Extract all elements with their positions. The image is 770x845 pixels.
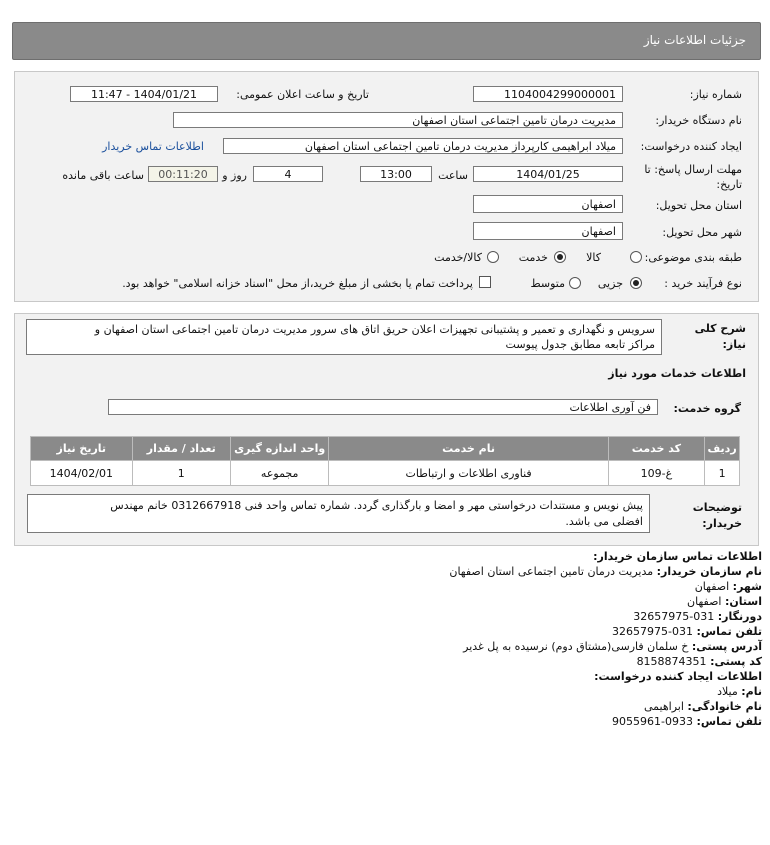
category-service-radio[interactable] — [554, 251, 566, 263]
days-label: روز و — [222, 169, 247, 182]
contact-fax-label: دورنگار: — [717, 610, 762, 623]
payment-note: پرداخت تمام یا بخشی از مبلغ خرید،از محل "اسناد خزانه اسلامی" خواهد بود. — [122, 277, 473, 290]
need-number-field: 1104004299000001 — [473, 86, 623, 102]
table-header-row — [31, 437, 740, 461]
province-label: استان محل تحویل: — [655, 199, 742, 212]
category-service-label: خدمت — [518, 251, 548, 264]
deadline-label-date: تاریخ: — [716, 178, 742, 191]
cell-code: غ-109 — [608, 461, 704, 486]
col-unit: واحد اندازه گیری — [230, 437, 329, 461]
creator-field: میلاد ابراهیمی کارپرداز مدیریت درمان تامین اجتماعی استان اصفهان — [223, 138, 623, 154]
contact-phone: 031-32657975 — [612, 625, 694, 638]
services-heading: اطلاعات خدمات مورد نیاز — [608, 367, 746, 380]
creator-label: ایجاد کننده درخواست: — [640, 140, 742, 153]
category-goods-service-radio[interactable] — [487, 251, 499, 263]
need-number-label: شماره نیاز: — [689, 88, 742, 101]
buyer-notes-label-2: خریدار: — [702, 517, 742, 530]
service-group-field: فن آوری اطلاعات — [108, 399, 658, 415]
buyer-notes-line-2: افضلی می باشد. — [565, 515, 643, 528]
cell-name: فناوری اطلاعات و ارتباطات — [329, 461, 608, 486]
announce-label: تاریخ و ساعت اعلان عمومی: — [236, 88, 369, 101]
contact-province: اصفهان — [687, 595, 722, 608]
deadline-label: مهلت ارسال پاسخ: تا — [644, 163, 742, 176]
contact-address-row — [463, 640, 762, 653]
city-field: اصفهان — [473, 222, 623, 240]
service-group-label: گروه خدمت: — [673, 402, 741, 415]
creator-first-name: میلاد — [717, 685, 738, 698]
cell-date: 1404/02/01 — [31, 461, 133, 486]
cell-row: 1 — [705, 461, 740, 486]
province-field: اصفهان — [473, 195, 623, 213]
remaining-time-field: 00:11:20 — [148, 166, 218, 182]
contact-fax-row — [633, 610, 762, 623]
contact-province-label: استان: — [725, 595, 762, 608]
process-minor-radio[interactable] — [630, 277, 642, 289]
contact-org-label: نام سازمان خریدار: — [656, 565, 762, 578]
deadline-time-field: 13:00 — [360, 166, 432, 182]
col-row: ردیف — [705, 437, 740, 461]
process-label: نوع فرآیند خرید : — [664, 277, 742, 290]
col-name: نام خدمت — [329, 437, 608, 461]
deadline-date-field: 1404/01/25 — [473, 166, 623, 182]
contact-heading: اطلاعات تماس سازمان خریدار: — [593, 550, 762, 563]
payment-checkbox[interactable] — [479, 276, 491, 288]
creator-last-name-row — [644, 700, 762, 713]
cell-qty: 1 — [132, 461, 230, 486]
contact-city-label: شهر: — [732, 580, 762, 593]
process-minor-label: جزیی — [597, 277, 623, 290]
buyer-notes-field — [27, 494, 650, 533]
col-code: کد خدمت — [608, 437, 704, 461]
contact-postal-label: کد پستی: — [710, 655, 762, 668]
summary-line-1: سرویس و نگهداری و تعمیر و پشتیبانی تجهیزات اعلان حریق اتاق های سرور مدیریت درمان تامین اجتماعی استان اصفهان و — [94, 323, 655, 336]
creator-last-name: ابراهیمی — [644, 700, 684, 713]
col-qty: تعداد / مقدار — [132, 437, 230, 461]
contact-org-row — [449, 565, 762, 578]
contact-buyer-link[interactable]: اطلاعات تماس خریدار — [102, 140, 204, 153]
contact-postal: 8158874351 — [636, 655, 707, 668]
category-label: طبقه بندی موضوعی: — [644, 251, 742, 264]
contact-city-row — [695, 580, 762, 593]
category-goods-service-label: کالا/خدمت — [434, 251, 482, 264]
contact-city: اصفهان — [694, 580, 730, 593]
contact-address: خ سلمان فارسی(مشتاق دوم) نرسیده به پل غدیر — [463, 640, 689, 653]
creator-first-name-row — [717, 685, 762, 698]
buyer-org-field: مدیریت درمان تامین اجتماعی استان اصفهان — [173, 112, 623, 128]
summary-label: شرح کلی — [694, 322, 746, 335]
services-table — [30, 436, 740, 486]
contact-org: مدیریت درمان تامین اجتماعی استان اصفهان — [449, 565, 654, 578]
contact-phone-row — [612, 625, 762, 638]
buyer-org-label: نام دستگاه خریدار: — [655, 114, 742, 127]
contact-address-label: آدرس پستی: — [691, 640, 762, 653]
creator-phone: 0933-9055961 — [612, 715, 694, 728]
announce-field: 1404/01/21 - 11:47 — [70, 86, 218, 102]
table-row — [31, 461, 740, 486]
creator-last-name-label: نام خانوادگی: — [687, 700, 762, 713]
category-goods-radio[interactable] — [630, 251, 642, 263]
contact-postal-row — [637, 655, 762, 668]
page-header — [12, 22, 761, 60]
city-label: شهر محل تحویل: — [662, 226, 742, 239]
contact-phone-label: تلفن تماس: — [696, 625, 762, 638]
summary-line-2: مراکز تابعه مطابق جدول پیوست — [505, 338, 655, 351]
page-title: جزئیات اطلاعات نیاز — [643, 33, 746, 47]
creator-heading: اطلاعات ایجاد کننده درخواست: — [594, 670, 762, 683]
category-goods-label: کالا — [586, 251, 601, 264]
process-medium-label: متوسط — [530, 277, 565, 290]
contact-province-row — [687, 595, 762, 608]
contact-fax: 031-32657975 — [633, 610, 715, 623]
creator-first-name-label: نام: — [741, 685, 762, 698]
remaining-label: ساعت باقی مانده — [62, 169, 144, 182]
deadline-time-label: ساعت — [438, 169, 468, 182]
process-medium-radio[interactable] — [569, 277, 581, 289]
col-date: تاریخ نیاز — [31, 437, 133, 461]
cell-unit: مجموعه — [230, 461, 329, 486]
summary-field — [26, 319, 662, 355]
summary-label-2: نیاز: — [722, 338, 746, 351]
days-field: 4 — [253, 166, 323, 182]
creator-phone-label: تلفن تماس: — [696, 715, 762, 728]
creator-phone-row — [612, 715, 762, 728]
buyer-notes-line-1: پیش نویس و مستندات درخواستی مهر و امضا و بارگذاری گردد. شماره تماس واحد فنی 0312667918 خانم مهندس — [110, 499, 643, 512]
need-info-panel — [14, 71, 759, 302]
buyer-notes-label: توضیحات — [692, 501, 742, 514]
